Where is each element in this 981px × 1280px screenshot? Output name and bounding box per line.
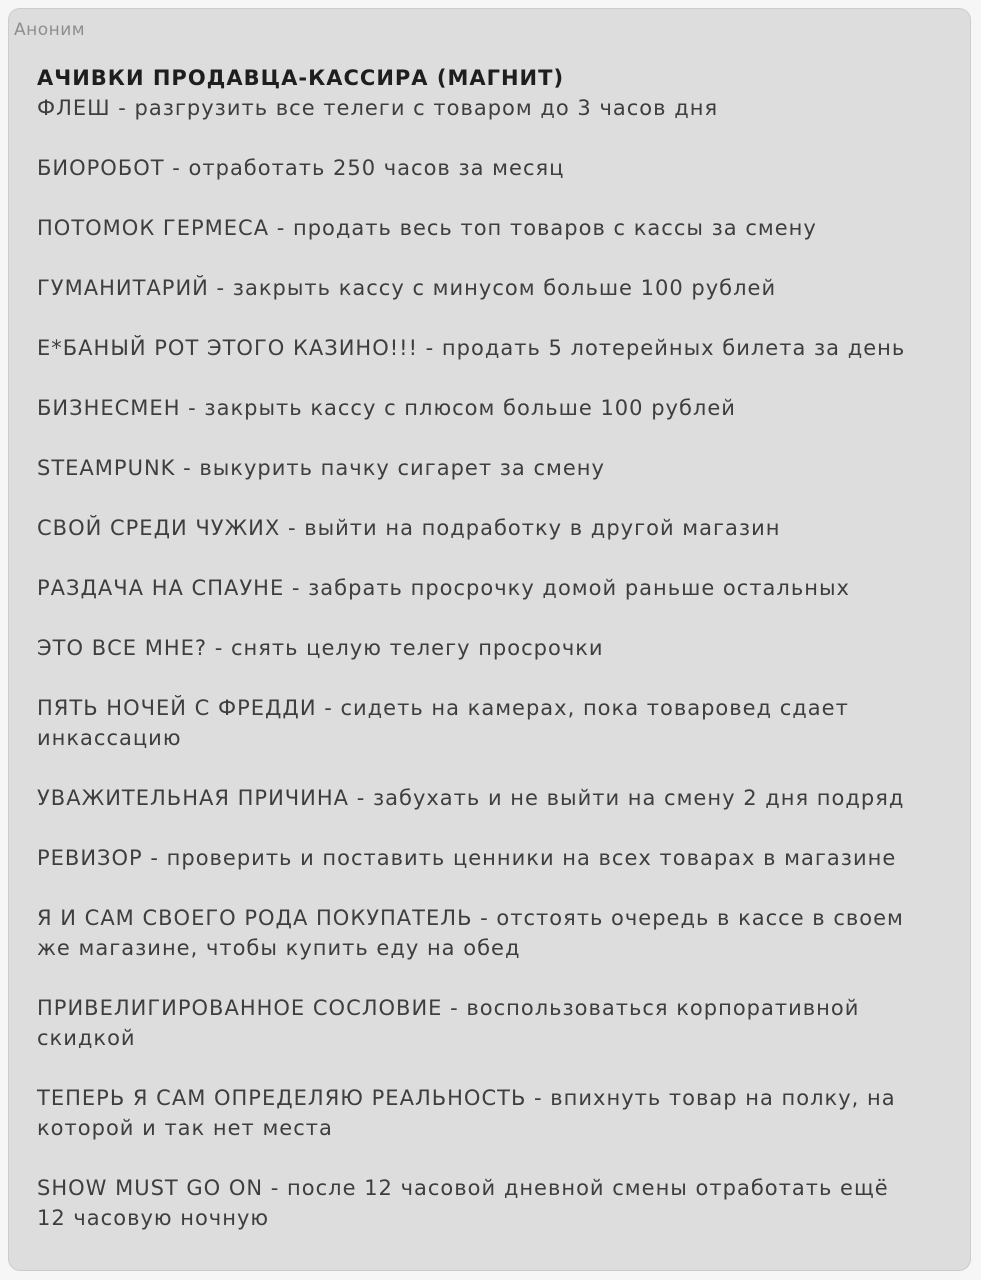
achievement-item: УВАЖИТЕЛЬНАЯ ПРИЧИНА - забухать и не выйти на смену 2 дня подряд	[37, 786, 905, 810]
achievement-item: ПОТОМОК ГЕРМЕСА - продать весь топ товаров с кассы за смену	[37, 216, 817, 240]
achievement-item: SHOW MUST GO ON - после 12 часовой дневной смены отработать ещё 12 часовую ночную	[37, 1176, 889, 1230]
achievement-item: ПЯТЬ НОЧЕЙ С ФРЕДДИ - сидеть на камерах, пока товаровед сдает инкассацию	[37, 696, 849, 750]
achievement-item: Я И САМ СВОЕГО РОДА ПОКУПАТЕЛЬ - отстоять очередь в кассе в своем же магазине, чтобы купить еду на обед	[37, 906, 904, 960]
achievement-item: ПРИВЕЛИГИРОВАННОЕ СОСЛОВИЕ - воспользоваться корпоративной скидкой	[37, 996, 860, 1050]
post-content	[9, 42, 970, 1233]
achievement-item: СВОЙ СРЕДИ ЧУЖИХ - выйти на подработку в другой магазин	[37, 516, 781, 540]
achievement-item: ФЛЕШ - разгрузить все телеги с товаром до 3 часов дня	[37, 96, 719, 120]
achievement-item: РЕВИЗОР - проверить и поставить ценники на всех товарах в магазине	[37, 846, 897, 870]
achievement-item: ЭТО ВСЕ МНЕ? - снять целую телегу просрочки	[37, 636, 604, 660]
achievement-item: БИОРОБОТ - отработать 250 часов за месяц	[37, 156, 565, 180]
post-title: АЧИВКИ ПРОДАВЦА-КАССИРА (МАГНИТ)	[37, 66, 565, 90]
achievement-item: ГУМАНИТАРИЙ - закрыть кассу с минусом больше 100 рублей	[37, 276, 777, 300]
post-card	[8, 8, 971, 1271]
achievement-item: STEAMPUNK - выкурить пачку сигарет за смену	[37, 456, 605, 480]
achievement-list	[37, 93, 928, 1233]
achievement-item: РАЗДАЧА НА СПАУНЕ - забрать просрочку домой раньше остальных	[37, 576, 850, 600]
achievement-item: ТЕПЕРЬ Я САМ ОПРЕДЕЛЯЮ РЕАЛЬНОСТЬ - впихнуть товар на полку, на которой и так нет места	[37, 1086, 896, 1140]
achievement-item: БИЗНЕСМЕН - закрыть кассу с плюсом больше 100 рублей	[37, 396, 736, 420]
author-label: Аноним	[14, 20, 86, 40]
achievement-item: Е*БАНЫЙ РОТ ЭТОГО КАЗИНО!!! - продать 5 лотерейных билета за день	[37, 336, 906, 360]
